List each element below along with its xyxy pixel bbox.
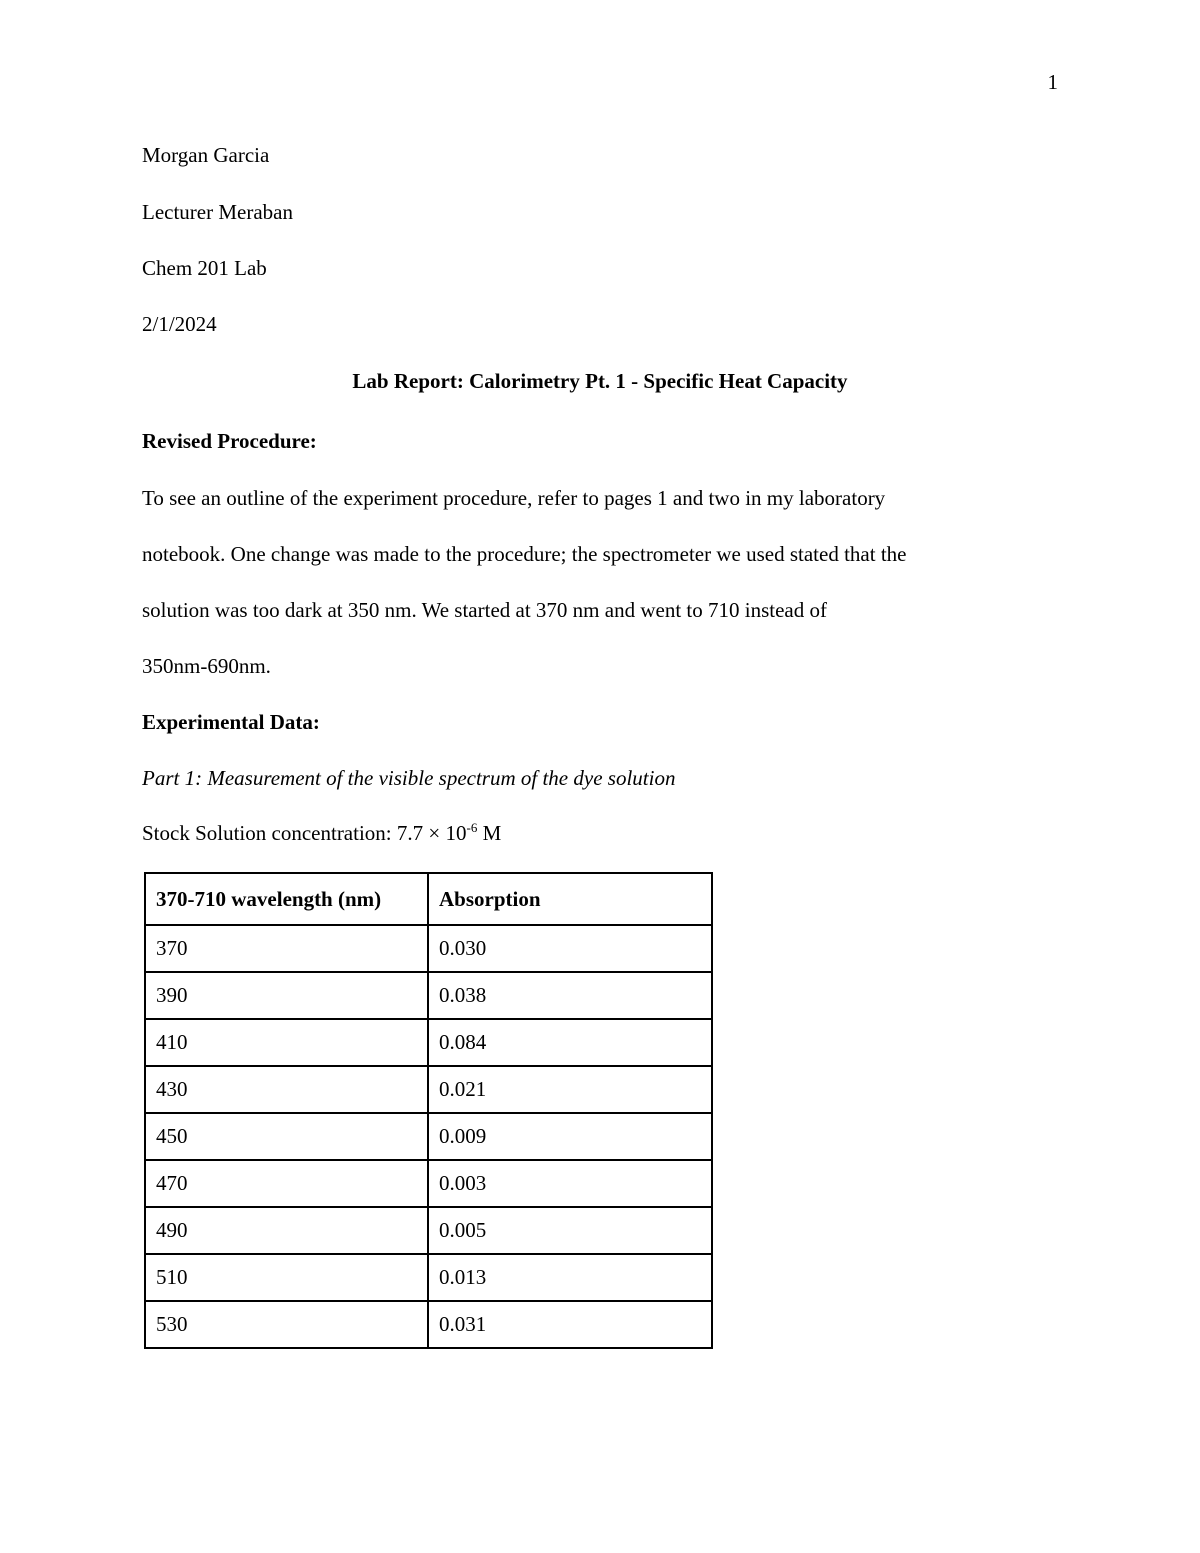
stock-exponent: -6 [466,820,478,835]
wavelength-cell: 450 [145,1113,428,1160]
table-row [145,1301,712,1348]
absorption-cell: 0.013 [428,1254,712,1301]
absorption-cell: 0.005 [428,1207,712,1254]
absorption-cell: 0.084 [428,1019,712,1066]
page-number: 1 [1047,70,1058,94]
table-row [145,972,712,1019]
table-header-row [145,873,712,925]
report-date: 2/1/2024 [142,312,217,336]
revised-procedure-heading: Revised Procedure: [142,429,317,453]
wavelength-cell: 430 [145,1066,428,1113]
table-row [145,1113,712,1160]
table-row [145,1160,712,1207]
procedure-line-1: To see an outline of the experiment procedure, refer to pages 1 and two in my laboratory [142,486,886,510]
stock-label: Stock Solution concentration: 7.7 × 10 [142,821,467,845]
absorption-cell: 0.003 [428,1160,712,1207]
absorption-cell: 0.031 [428,1301,712,1348]
absorption-cell: 0.030 [428,925,712,972]
wavelength-cell: 470 [145,1160,428,1207]
course-name: Chem 201 Lab [142,256,267,280]
absorption-cell: 0.009 [428,1113,712,1160]
absorption-cell: 0.021 [428,1066,712,1113]
wavelength-cell: 390 [145,972,428,1019]
absorption-cell: 0.038 [428,972,712,1019]
wavelength-cell: 490 [145,1207,428,1254]
table-row [145,1066,712,1113]
procedure-line-2: notebook. One change was made to the procedure; the spectrometer we used stated that the [142,542,907,566]
procedure-line-4: 350nm-690nm. [142,654,271,678]
stock-unit: M [477,821,502,845]
experimental-data-heading: Experimental Data: [142,710,320,734]
part1-label: Part 1: Measurement of the visible spectrum of the dye solution [142,766,676,790]
table-row [145,1207,712,1254]
author-name: Morgan Garcia [142,143,270,167]
table-row [145,1019,712,1066]
report-title: Lab Report: Calorimetry Pt. 1 - Specific Heat Capacity [352,369,848,393]
wavelength-cell: 510 [145,1254,428,1301]
table-row [145,925,712,972]
absorption-table [144,872,713,1349]
wavelength-cell: 410 [145,1019,428,1066]
stock-solution-concentration [142,821,501,846]
table-row [145,1254,712,1301]
instructor-name: Lecturer Meraban [142,200,293,224]
absorption-column-header: Absorption [428,873,712,925]
wavelength-cell: 530 [145,1301,428,1348]
wavelength-cell: 370 [145,925,428,972]
wavelength-column-header: 370-710 wavelength (nm) [145,873,428,925]
procedure-line-3: solution was too dark at 350 nm. We started at 370 nm and went to 710 instead of [142,598,827,622]
